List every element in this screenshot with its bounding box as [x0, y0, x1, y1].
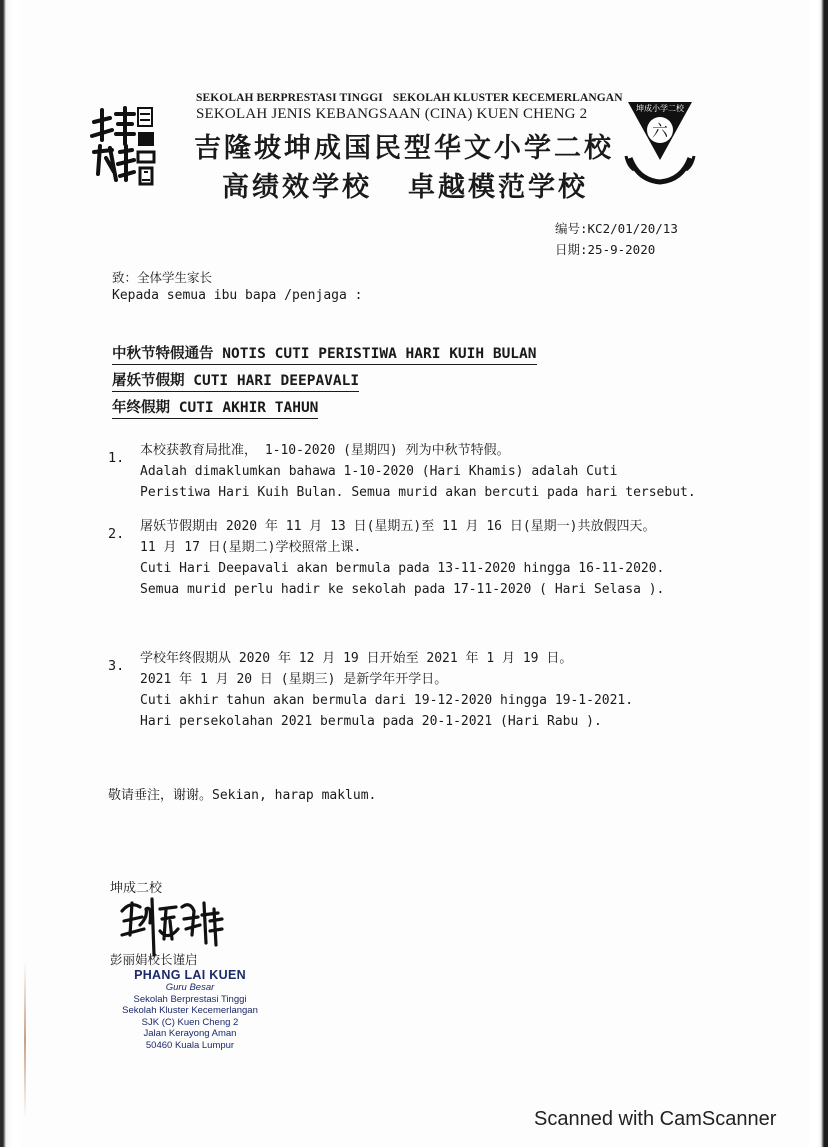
- svg-text:六: 六: [651, 121, 669, 140]
- handwritten-signature: [118, 895, 228, 957]
- item-number: 2.: [108, 526, 125, 542]
- item-line: Cuti akhir tahun akan bermula dari 19-12-2020 hingga 19-1-2021.: [140, 693, 634, 708]
- scan-edge-left: [0, 0, 12, 1147]
- notice-item-3: [108, 648, 633, 732]
- subject-block: [112, 344, 537, 425]
- letter-date: 日期:25-9-2020: [555, 242, 656, 257]
- item-line: Cuti Hari Deepavali akan bermula pada 13-11-2020 hingga 16-11-2020.: [140, 561, 665, 576]
- reference-block: [555, 218, 678, 260]
- principal-stamp: [108, 968, 272, 1051]
- school-name: SEKOLAH JENIS KEBANGSAAN (CINA) KUEN CHENG 2: [196, 106, 588, 122]
- item-number: 1.: [108, 450, 125, 466]
- stamp-line: SJK (C) Kuen Cheng 2: [141, 1016, 239, 1028]
- stamp-line: Jalan Kerayong Aman: [143, 1028, 237, 1039]
- scan-edge-right: [818, 0, 828, 1147]
- header-tags: [196, 92, 623, 104]
- stamp-line: Sekolah Kluster Kecemerlangan: [122, 1005, 258, 1016]
- school-motto: [222, 165, 588, 204]
- item-line: 屠妖节假期由 2020 年 11 月 13 日(星期五)至 11 月 16 日(星期一)共放假四天。: [140, 519, 656, 534]
- item-line: 学校年终假期从 2020 年 12 月 19 日开始至 2021 年 1 月 19 日。: [140, 651, 573, 666]
- camscanner-watermark: Scanned with CamScanner: [534, 1108, 777, 1130]
- signoff-school: 坤成二校: [110, 881, 163, 896]
- stamp-line: 50460 Kuala Lumpur: [145, 1039, 235, 1051]
- school-name-chinese: 吉隆坡坤成国民型华文小学二校: [194, 133, 614, 164]
- item-line: Adalah dimaklumkan bahawa 1-10-2020 (Hari Khamis) adalah Cuti: [140, 464, 618, 479]
- school-crest-logo: [624, 96, 696, 188]
- subject-line-mooncake: 中秋节特假通告 NOTIS CUTI PERISTIWA HARI KUIH BULAN: [112, 344, 537, 365]
- reference-number: 编号:KC2/01/20/13: [555, 221, 678, 236]
- item-line: Semua murid perlu hadir ke sekolah pada 17-11-2020 ( Hari Selasa ).: [140, 582, 665, 597]
- notice-item-1: [108, 440, 696, 503]
- item-line: 本校获教育局批准， 1-10-2020 (星期四) 列为中秋节特假。: [140, 443, 510, 458]
- stamp-line: Sekolah Berprestasi Tinggi: [133, 993, 247, 1005]
- notice-item-2: [108, 516, 664, 600]
- stamp-title: Guru Besar: [165, 982, 215, 993]
- item-line: 2021 年 1 月 20 日 (星期三) 是新学年开学日。: [140, 672, 448, 687]
- principal-signoff: 彭丽娟校长谨启: [110, 952, 198, 967]
- item-number: 3.: [108, 658, 125, 674]
- item-line: Peristiwa Hari Kuih Bulan. Semua murid akan bercuti pada hari tersebut.: [140, 485, 696, 500]
- stamp-name: PHANG LAI KUEN: [134, 968, 246, 982]
- header-tag-kluster: SEKOLAH KLUSTER KECEMERLANGAN: [392, 92, 623, 104]
- item-line: 11 月 17 日(星期二)学校照常上课.: [140, 540, 362, 555]
- header-tag-berprestasi: SEKOLAH BERPRESTASI TINGGI: [196, 92, 383, 104]
- closing-line: 敬请垂注，谢谢。Sekian, harap maklum.: [108, 788, 377, 803]
- item-line: Hari persekolahan 2021 bermula pada 20-1-2021 (Hari Rabu ).: [140, 714, 602, 729]
- motto-excellence: 卓越模范学校: [408, 172, 588, 203]
- subject-line-deepavali: 屠妖节假期 CUTI HARI DEEPAVALI: [112, 371, 359, 392]
- paper-fold-mark: [24, 960, 26, 1120]
- motto-high-performance: 高绩效学校: [222, 172, 372, 203]
- crest-text: 坤成小学二校: [636, 104, 684, 113]
- recipient-malay: Kepada semua ibu bapa /penjaga :: [112, 288, 363, 303]
- recipient-chinese: 致：全体学生家长: [112, 270, 213, 285]
- subject-line-year-end: 年终假期 CUTI AKHIR TAHUN: [112, 398, 318, 419]
- calligraphy-logo: [88, 100, 160, 195]
